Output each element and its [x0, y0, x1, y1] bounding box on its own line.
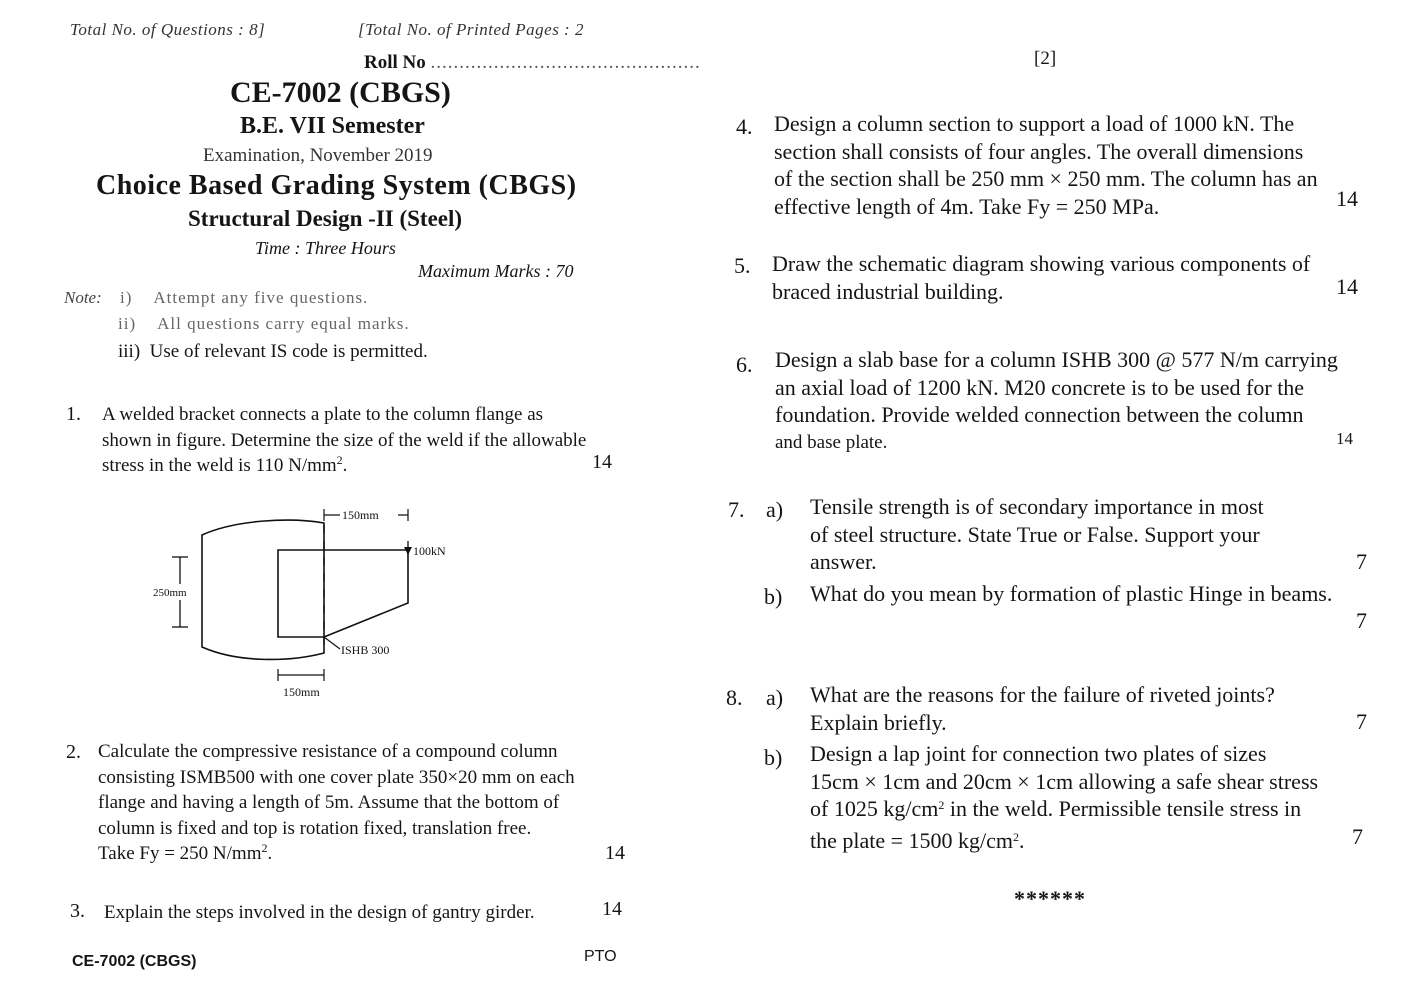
page-number: [2] — [1034, 48, 1057, 69]
question-2-marks: 14 — [605, 842, 625, 864]
question-8b-text: Design a lap joint for connection two plates of sizes 15cm × 1cm and 20cm × 1cm allowing a safe shear stress of 1025 $kg/cm^2$ in the weld. Permissible tensile stress in the plate = 1500 $kg/cm^2$. — [810, 741, 1319, 853]
right-page — [702, 0, 1403, 992]
question-8b-label: b) — [764, 745, 783, 770]
question-3-number: 3. — [70, 900, 85, 922]
total-questions: Total No. of Questions : 8] — [70, 20, 266, 39]
left-page — [0, 0, 700, 992]
question-5-number: 5. — [734, 253, 751, 278]
roll-no — [364, 52, 701, 74]
question-8a-label: a) — [766, 685, 784, 710]
note-label: Note: — [64, 288, 102, 307]
dim-left-label: 250mm — [153, 587, 187, 599]
question-3-text: Explain the steps involved in the design of gantry girder. — [104, 902, 535, 923]
question-6-text: Design a slab base for a column ISHB 300 @ 577 N/m carrying an axial load of 1200 kN. M20 concrete is to be used for the foundation. Provide welded connection between the column and base plate. — [775, 347, 1338, 453]
question-5-text: Draw the schematic diagram showing various components of braced industrial building. — [772, 251, 1311, 304]
question-7a-label: a) — [766, 497, 784, 522]
question-7b-marks: 7 — [1356, 608, 1367, 633]
exam-session: Examination, November 2019 — [203, 145, 433, 166]
semester: B.E. VII Semester — [240, 113, 425, 139]
question-1-marks: 14 — [592, 451, 612, 473]
question-7a-text: Tensile strength is of secondary importance in most of steel structure. State True or False. Support your answer. — [810, 494, 1264, 574]
subject-title: Structural Design -II (Steel) — [188, 206, 463, 231]
question-8a-text: What are the reasons for the failure of riveted joints? Explain briefly. — [810, 682, 1275, 735]
column-outline — [202, 520, 324, 659]
question-8a-marks: 7 — [1356, 709, 1367, 734]
question-2-number: 2. — [66, 741, 81, 763]
question-8-number: 8. — [726, 685, 743, 710]
question-4-text: Design a column section to support a load of 1000 kN. The section shall consists of four angles. The overall dimensions of the section shall be 250 mm × 250 mm. The column has an effective length of 4m. Take Fy = 250 MPa. — [774, 111, 1318, 219]
question-1-number: 1. — [66, 403, 81, 425]
pto-mark: PTO — [584, 948, 617, 965]
question-4-marks: 14 — [1336, 186, 1358, 211]
time-allowed: Time : Three Hours — [255, 238, 396, 258]
question-6-marks: 14 — [1336, 429, 1353, 448]
question-5-marks: 14 — [1336, 274, 1358, 299]
question-3-marks: 14 — [602, 898, 622, 920]
question-7a-marks: 7 — [1356, 549, 1367, 574]
grading-system: Choice Based Grading System (CBGS) — [96, 170, 577, 201]
welded-bracket-figure — [140, 495, 480, 710]
printed-pages: [Total No. of Printed Pages : 2 — [358, 20, 584, 39]
section-leader — [324, 637, 340, 649]
end-of-paper-mark: ****** — [1014, 886, 1086, 911]
load-label: 100kN — [413, 544, 446, 558]
note-item-2: ii) All questions carry equal marks. — [118, 314, 410, 333]
paper-code: CE-7002 (CBGS) — [230, 76, 451, 109]
question-7b-label: b) — [764, 584, 783, 609]
note-item-1: i) Attempt any five questions. — [120, 288, 369, 307]
question-1-text: A welded bracket connects a plate to the column flange as shown in figure. Determine the size of the weld if the allowable stress in the weld is 110 $N/mm^2$. — [102, 404, 587, 476]
roll-no-label: Roll No — [364, 52, 426, 73]
question-2-text: Calculate the compressive resistance of a compound column consisting ISMB500 with one cover plate 350×20 mm on each flange and having a length of 5m. Assume that the bottom of column is fixed and top is rotation fixed, translation free. Take Fy = 250 $N/mm^2$. — [98, 741, 575, 864]
question-6-number: 6. — [736, 352, 753, 377]
section-label: ISHB 300 — [341, 643, 390, 657]
dim-bottom-label: 150mm — [283, 685, 320, 699]
roll-no-field: ............................................... — [430, 52, 701, 73]
bracket-plate-right — [324, 550, 408, 637]
question-7b-text: What do you mean by formation of plastic Hinge in beams. — [810, 581, 1333, 606]
dim-top-label: 150mm — [342, 508, 379, 522]
bracket-plate-left — [278, 550, 324, 637]
question-4-number: 4. — [736, 114, 753, 139]
note-item-3: iii) Use of relevant IS code is permitted. — [118, 341, 428, 362]
max-marks: Maximum Marks : 70 — [418, 261, 574, 281]
footer-paper-code: CE-7002 (CBGS) — [72, 953, 197, 970]
question-8b-marks: 7 — [1352, 824, 1363, 849]
question-7-number: 7. — [728, 497, 745, 522]
